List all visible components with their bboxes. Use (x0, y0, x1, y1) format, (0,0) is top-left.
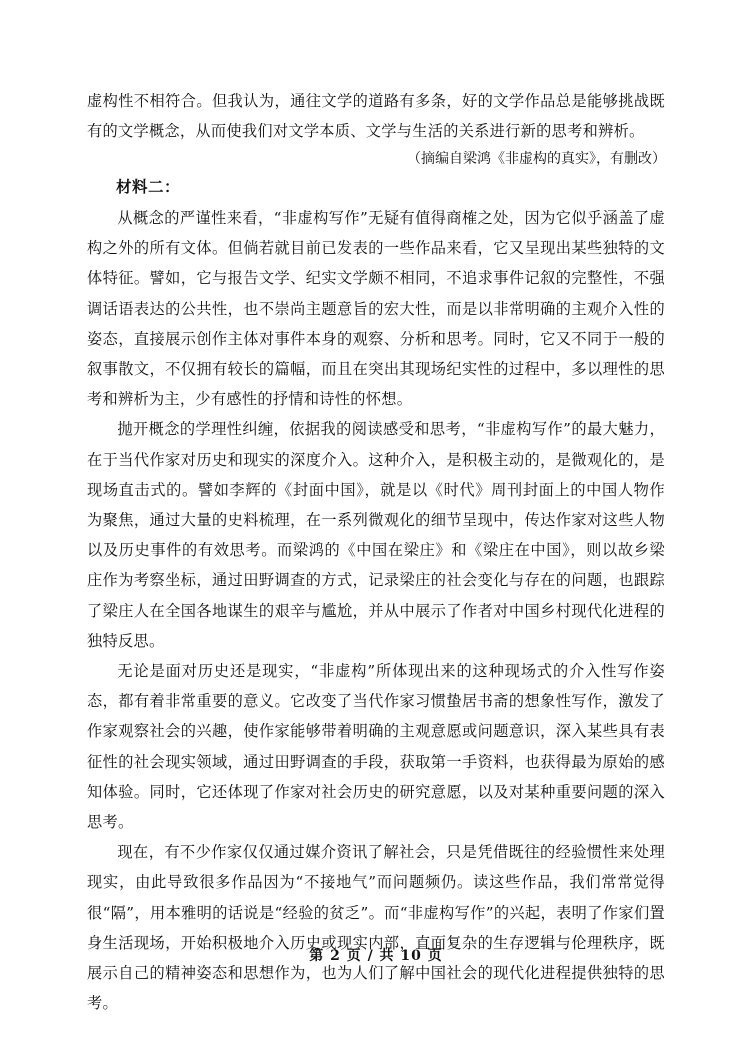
material2-body (87, 203, 665, 1018)
material2-paragraph-2: 抛开概念的学理性纠缠，依据我的阅读感受和思考，“非虚构写作”的最大魅力，在于当代作家对历史和现实的深度介入。这种介入，是积极主动的，是微观化的，是现场直击式的。譬如李辉的《封面中国》，就是以《时代》周刊封面上的中国人物作为聚焦，通过大量的史料梳理，在一系列微观化的细节呈现中，传达作家对这些人物以及历史事件的有效思考。而梁鸿的《中国在梁庄》和《梁庄在中国》，则以故乡梁庄作为考察坐标，通过田野调查的方式，记录梁庄的社会变化与存在的问题，也跟踪了梁庄人在全国各地谋生的艰辛与尴尬，并从中展示了作者对中国乡村现代化进程的独特反思。 (87, 420, 665, 650)
material1-tail-paragraph (87, 86, 665, 146)
material1-tail-text: 虚构性不相符合。但我认为，通往文学的道路有多条，好的文学作品总是能够挑战既有的文学概念，从而使我们对文学本质、文学与生活的关系进行新的思考和辨析。 (87, 92, 665, 141)
page-footer: 第 2 页 / 共 10 页 (309, 948, 443, 964)
material2-paragraph-1: 从概念的严谨性来看，“非虚构写作”无疑有值得商榷之处，因为它似乎涵盖了虚构之外的所有文体。但倘若就目前已发表的一些作品来看，它又呈现出某些独特的文体特征。譬如，它与报告文学、纪实文学颇不相同，不追求事件记叙的完整性，不强调话语表达的公共性，也不崇尚主题意旨的宏大性，而是以非常明确的主观介入性的姿态，直接展示创作主体对事件本身的观察、分析和思考。同时，它又不同于一般的叙事散文，不仅拥有较长的篇幅，而且在突出其现场纪实性的过程中，多以理性的思考和辨析为主，少有感性的抒情和诗性的怀想。 (87, 209, 665, 409)
material2-heading: 材料二： (116, 177, 181, 196)
material1-source-citation: （摘编自梁鸿《非虚构的真实》，有删改） (407, 151, 666, 167)
material2-paragraph-4: 现在，有不少作家仅仅通过媒介资讯了解社会，只是凭借既往的经验惯性来处理现实，由此导致很多作品因为“不接地气”而问题频仍。读这些作品，我们常常觉得很“隔”，用本雅明的话说是“经验的贫乏”。而“非虚构写作”的兴起，表明了作家们置身生活现场，开始积极地介入历史或现实内部，直面复杂的生存逻辑与伦理秩序，既展示自己的精神姿态和思想作为，也为人们了解中国社会的现代化进程提供独特的思考。 (87, 843, 665, 1013)
material2-paragraph-3: 无论是面对历史还是现实，“非虚构”所体现出来的这种现场式的介入性写作姿态，都有着非常重要的意义。它改变了当代作家习惯蛰居书斋的想象性写作，激发了作家观察社会的兴趣，使作家能够带着明确的主观意愿或问题意识，深入某些具有表征性的社会现实领域，通过田野调查的手段，获取第一手资料，也获得最为原始的感知体验。同时，它还体现了作家对社会历史的研究意愿，以及对某种重要问题的深入思考。 (87, 662, 665, 832)
